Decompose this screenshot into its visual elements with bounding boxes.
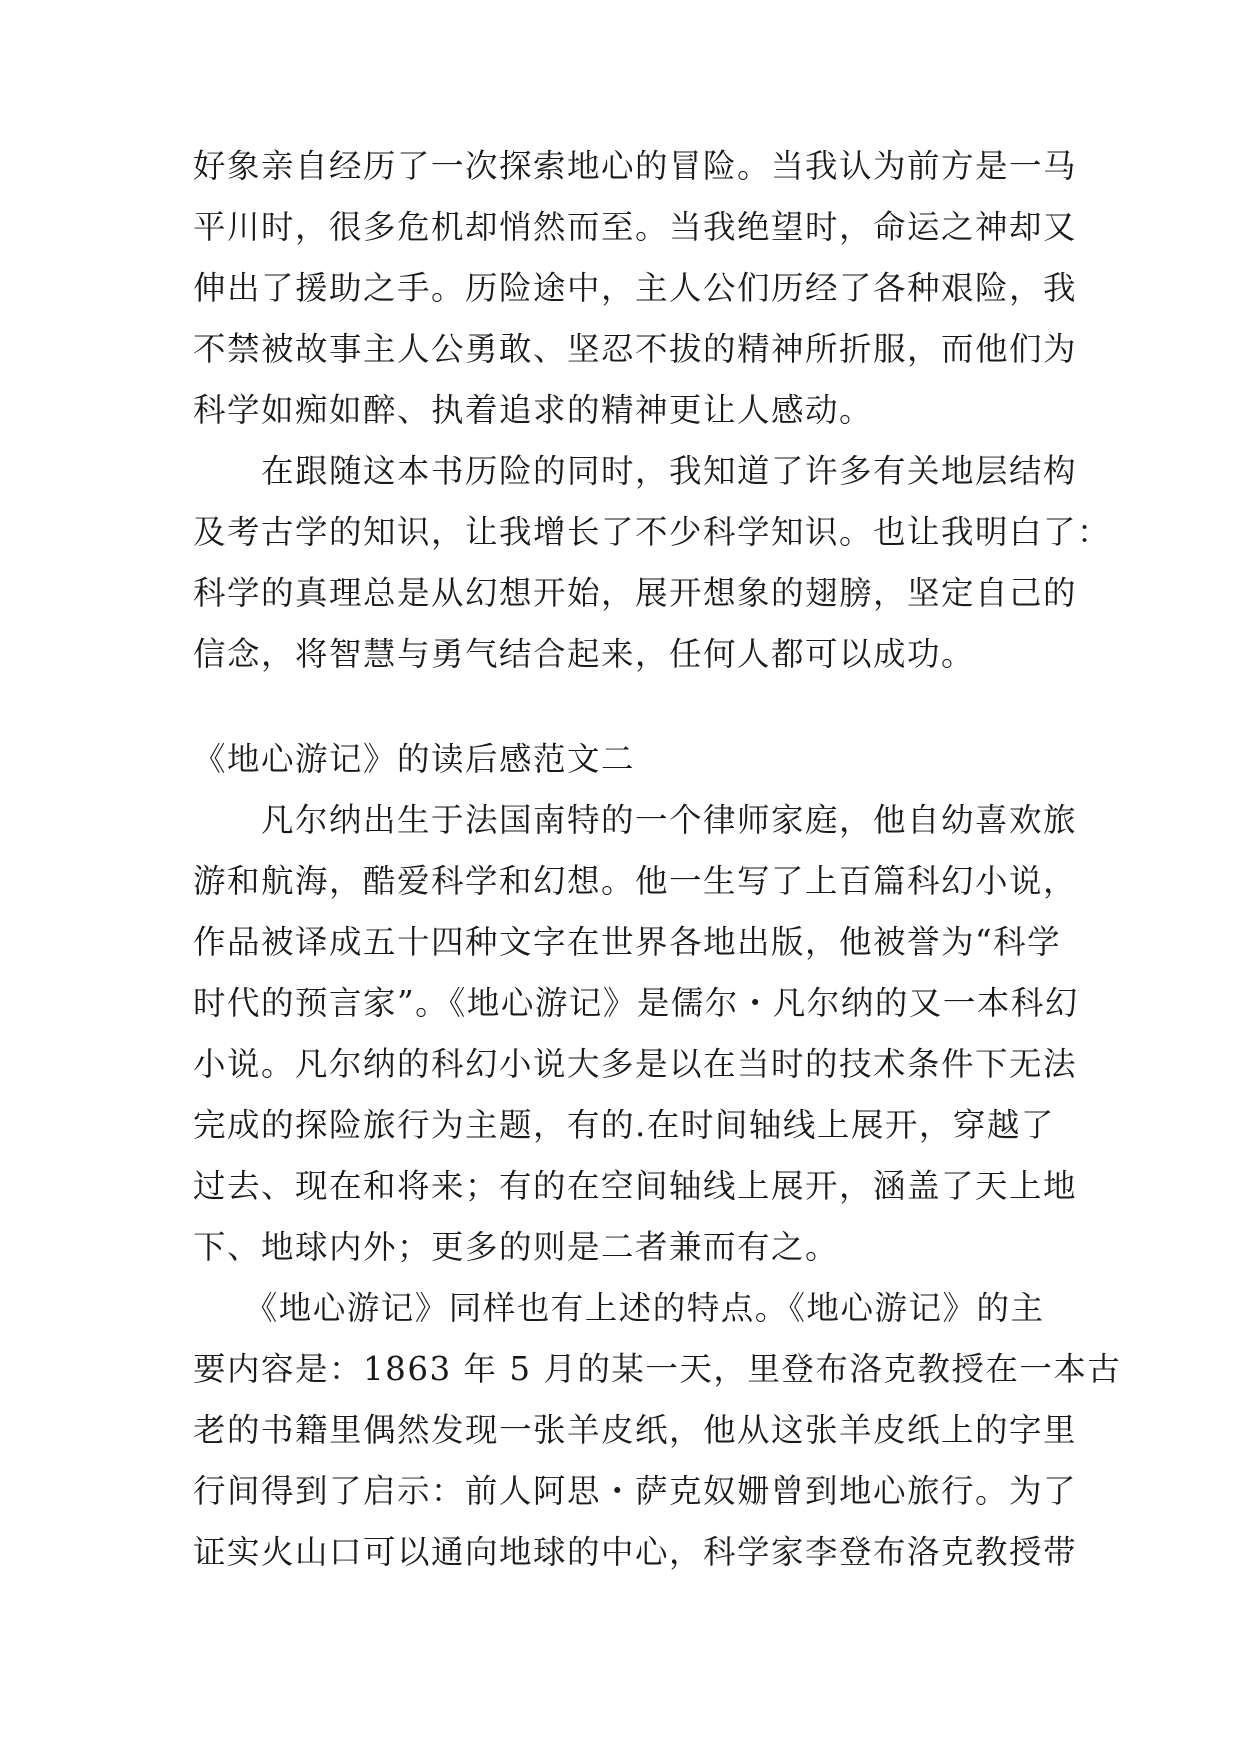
text-line: 完成的探险旅行为主题，有的.在时间轴线上展开，穿越了 (193, 1106, 1055, 1144)
text-line: 好象亲自经历了一次探索地心的冒险。当我认为前方是一马 (193, 147, 1078, 185)
text-line: 平川时，很多危机却悄然而至。当我绝望时，命运之神却又 (193, 208, 1078, 246)
text-line: 《地心游记》同样也有上述的特点。《地心游记》的主 (193, 1289, 1045, 1327)
text-line: 及考古学的知识，让我增长了不少科学知识。也让我明白了： (193, 513, 1112, 551)
section-one-body (193, 136, 1112, 685)
text-line: 伸出了援助之手。历险途中，主人公们历经了各种艰险，我 (193, 269, 1078, 307)
text-line: 证实火山口可以通向地球的中心，科学家李登布洛克教授带 (193, 1533, 1078, 1571)
text-line: 行间得到了启示：前人阿思・萨克奴姗曾到地心旅行。为了 (193, 1472, 1078, 1510)
section-two (193, 729, 1122, 1583)
text-line: 在跟随这本书历险的同时，我知道了许多有关地层结构 (193, 452, 1078, 490)
text-line: 要内容是：1863 年 5 月的某一天，里登布洛克教授在一本古 (193, 1350, 1122, 1388)
text-line: 过去、现在和将来；有的在空间轴线上展开，涵盖了天上地 (193, 1167, 1078, 1205)
text-line: 游和航海，酷爱科学和幻想。他一生写了上百篇科幻小说， (193, 862, 1078, 900)
text-line: 作品被译成五十四种文字在世界各地出版，他被誉为“科学 (193, 923, 1062, 961)
text-line: 老的书籍里偶然发现一张羊皮纸，他从这张羊皮纸上的字里 (193, 1411, 1078, 1449)
text-line: 不禁被故事主人公勇敢、坚忍不拔的精神所折服，而他们为 (193, 330, 1078, 368)
text-line: 小说。凡尔纳的科幻小说大多是以在当时的技术条件下无法 (193, 1045, 1078, 1083)
text-line: 下、地球内外；更多的则是二者兼而有之。 (193, 1228, 840, 1266)
text-line: 科学的真理总是从幻想开始，展开想象的翅膀，坚定自己的 (193, 574, 1078, 612)
section-heading: 《地心游记》的读后感范文二 (193, 740, 636, 778)
text-line: 凡尔纳出生于法国南特的一个律师家庭，他自幼喜欢旅 (193, 801, 1078, 839)
text-line: 时代的预言家”。《地心游记》是儒尔・凡尔纳的又一本科幻 (193, 984, 1079, 1022)
text-line: 科学如痴如醉、执着追求的精神更让人感动。 (193, 391, 874, 429)
text-line: 信念，将智慧与勇气结合起来，任何人都可以成功。 (193, 635, 976, 673)
